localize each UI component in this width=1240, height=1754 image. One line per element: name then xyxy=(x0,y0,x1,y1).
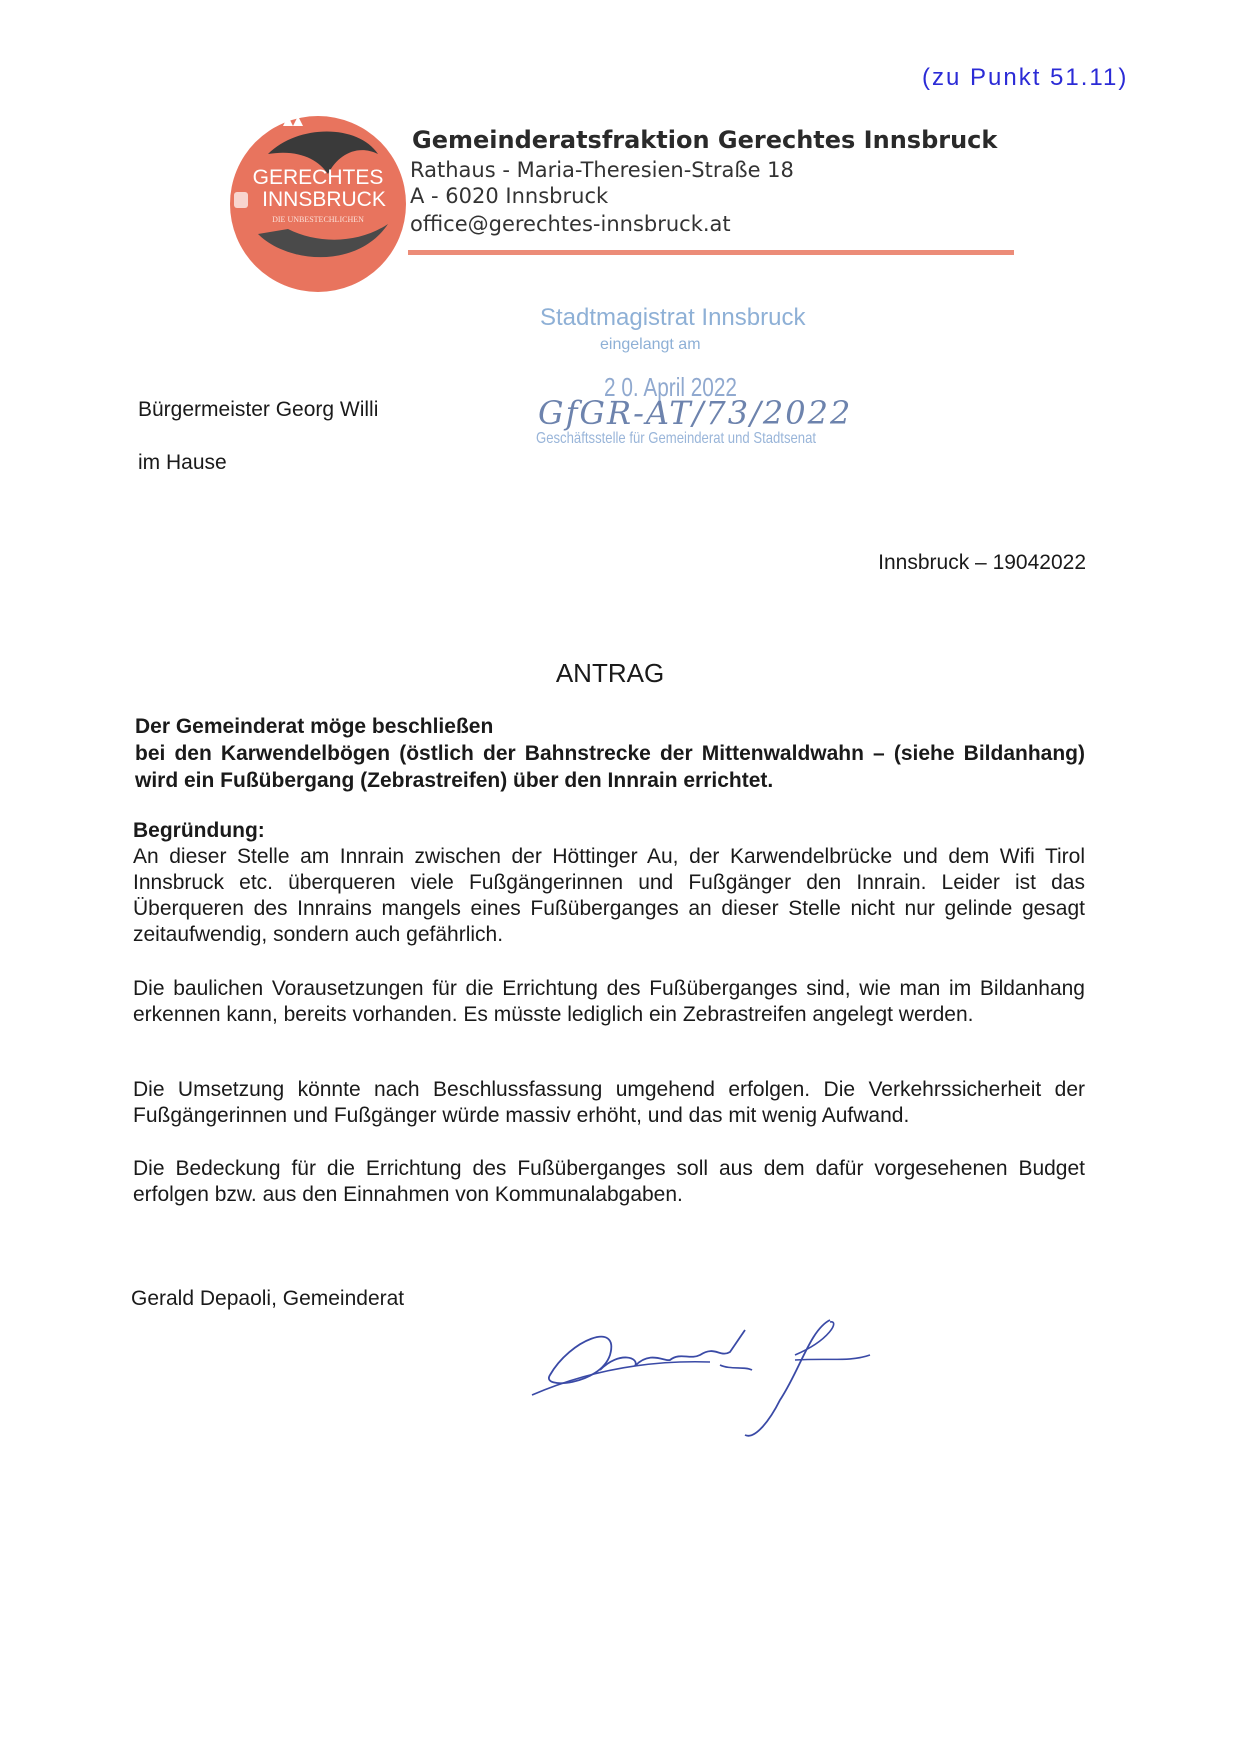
org-name: Gemeinderatsfraktion Gerechtes Innsbruck xyxy=(412,126,998,154)
logo-text-3: DIE UNBESTECHLICHEN xyxy=(272,215,364,224)
org-street: Rathaus - Maria-Theresien-Straße 18 xyxy=(410,158,794,182)
handwritten-signature xyxy=(530,1300,910,1440)
reasoning-paragraph: Die baulichen Vorausetzungen für die Errichtung des Fußüberganges sind, wie man im Bildanhang erkennen kann, bereits vorhanden. Es müsste lediglich ein Zebrastreifen angelegt werden. xyxy=(133,977,1085,1026)
logo-text-2: INNSBRUCK xyxy=(262,188,386,211)
agenda-reference: (zu Punkt 51.11) xyxy=(922,64,1129,91)
reasoning-paragraph: Die Umsetzung könnte nach Beschlussfassung umgehend erfolgen. Die Verkehrssicherheit der Fußgängerinnen und Fußgänger würde massiv erhöht, und das mit wenig Aufwand. xyxy=(133,1078,1085,1127)
recipient-name: Bürgermeister Georg Willi xyxy=(138,398,379,421)
party-logo xyxy=(228,114,408,294)
stamp-file-number: GfGR-AT/73/2022 xyxy=(538,394,853,432)
place-date: Innsbruck – 19042022 xyxy=(878,551,1086,574)
motion-text xyxy=(135,713,1085,794)
reasoning-paragraph: Die Bedeckung für die Errichtung des Fußüberganges soll aus dem dafür vorgesehenen Budget erfolgen bzw. aus den Einnahmen von Kommunalabgaben. xyxy=(133,1157,1085,1206)
logo-text-1: GERECHTES xyxy=(252,166,384,189)
reasoning-paragraph: An dieser Stelle am Innrain zwischen der Höttinger Au, der Karwendelbrücke und dem Wifi Tirol Innsbruck etc. überqueren viele Fußgängerinnen und Fußgänger den Innrain. Leider ist das Überqueren des Innrains mangels eines Fußüberganges an dieser Stelle nicht nur gelinde gesagt zeitaufwendig, sondern auch gefährlich. xyxy=(133,845,1085,946)
signer-name: Gerald Depaoli, Gemeinderat xyxy=(131,1287,405,1310)
stamp-received-label: eingelangt am xyxy=(600,336,701,353)
motion-line-2: bei den Karwendelbögen (östlich der Bahnstrecke der Mittenwaldwahn – (siehe Bildanhang) wird ein Fußübergang (Zebrastreifen) über den Innrain errichtet. xyxy=(135,742,1085,792)
reasoning-label: Begründung: xyxy=(133,819,265,842)
reasoning-block xyxy=(133,818,1085,948)
header-rule xyxy=(408,250,1014,255)
stamp-date: 2 0. April 2022 xyxy=(604,372,737,402)
document-heading: ANTRAG xyxy=(555,658,665,688)
recipient-location: im Hause xyxy=(138,451,227,474)
stamp-title: Stadtmagistrat Innsbruck xyxy=(540,304,806,331)
motion-line-1: Der Gemeinderat möge beschließen xyxy=(135,715,494,738)
org-city: A - 6020 Innsbruck xyxy=(410,184,609,208)
org-email: office@gerechtes-innsbruck.at xyxy=(410,212,731,236)
stamp-office: Geschäftsstelle für Gemeinderat und Stadtsenat xyxy=(536,430,817,447)
